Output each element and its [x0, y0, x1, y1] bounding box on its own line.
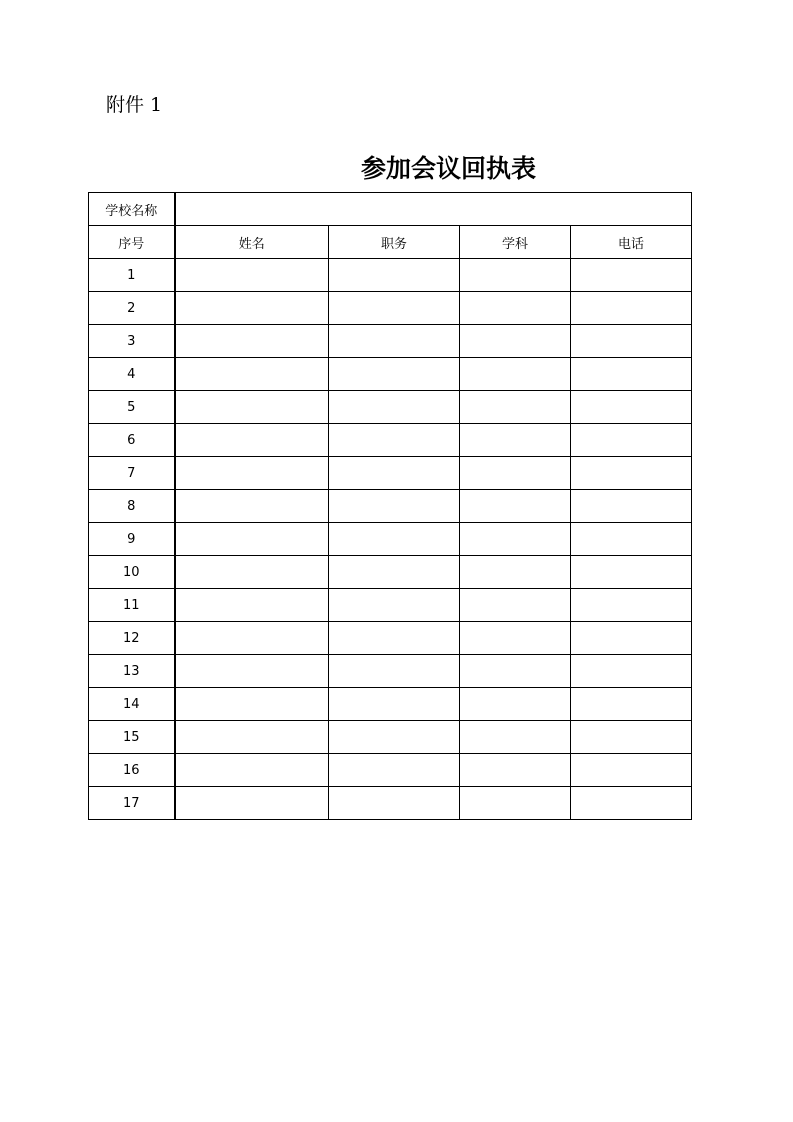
- name-cell[interactable]: [175, 556, 329, 589]
- phone-cell[interactable]: [571, 325, 692, 358]
- name-cell[interactable]: [175, 589, 329, 622]
- position-cell[interactable]: [329, 457, 460, 490]
- header-position: 职务: [329, 226, 460, 259]
- position-cell[interactable]: [329, 523, 460, 556]
- position-cell[interactable]: [329, 292, 460, 325]
- name-cell[interactable]: [175, 655, 329, 688]
- subject-cell[interactable]: [460, 292, 571, 325]
- table-row: [89, 787, 692, 820]
- row-index: 3: [89, 325, 175, 358]
- phone-cell[interactable]: [571, 259, 692, 292]
- row-index: 14: [89, 688, 175, 721]
- position-cell[interactable]: [329, 688, 460, 721]
- table-row: [89, 325, 692, 358]
- row-index: 2: [89, 292, 175, 325]
- position-cell[interactable]: [329, 490, 460, 523]
- row-index: 8: [89, 490, 175, 523]
- row-index: 9: [89, 523, 175, 556]
- table-row: [89, 490, 692, 523]
- name-cell[interactable]: [175, 292, 329, 325]
- phone-cell[interactable]: [571, 721, 692, 754]
- subject-cell[interactable]: [460, 490, 571, 523]
- position-cell[interactable]: [329, 787, 460, 820]
- row-index: 7: [89, 457, 175, 490]
- header-row: [89, 226, 692, 259]
- subject-cell[interactable]: [460, 457, 571, 490]
- phone-cell[interactable]: [571, 688, 692, 721]
- position-cell[interactable]: [329, 589, 460, 622]
- phone-cell[interactable]: [571, 358, 692, 391]
- subject-cell[interactable]: [460, 721, 571, 754]
- table-row: [89, 754, 692, 787]
- header-index: 序号: [89, 226, 175, 259]
- subject-cell[interactable]: [460, 655, 571, 688]
- table-row: [89, 457, 692, 490]
- subject-cell[interactable]: [460, 787, 571, 820]
- subject-cell[interactable]: [460, 358, 571, 391]
- header-phone: 电话: [571, 226, 692, 259]
- position-cell[interactable]: [329, 325, 460, 358]
- phone-cell[interactable]: [571, 292, 692, 325]
- attachment-label: 附件 1: [106, 94, 163, 116]
- subject-cell[interactable]: [460, 622, 571, 655]
- table-row: [89, 259, 692, 292]
- row-index: 5: [89, 391, 175, 424]
- name-cell[interactable]: [175, 754, 329, 787]
- form-title: 参加会议回执表: [360, 154, 536, 183]
- row-index: 10: [89, 556, 175, 589]
- subject-cell[interactable]: [460, 259, 571, 292]
- phone-cell[interactable]: [571, 457, 692, 490]
- table-row: [89, 721, 692, 754]
- position-cell[interactable]: [329, 358, 460, 391]
- name-cell[interactable]: [175, 787, 329, 820]
- table-row: [89, 589, 692, 622]
- row-index: 11: [89, 589, 175, 622]
- receipt-table: [88, 192, 692, 820]
- subject-cell[interactable]: [460, 754, 571, 787]
- row-index: 13: [89, 655, 175, 688]
- table-row: [89, 655, 692, 688]
- table-row: [89, 391, 692, 424]
- subject-cell[interactable]: [460, 523, 571, 556]
- row-index: 16: [89, 754, 175, 787]
- phone-cell[interactable]: [571, 424, 692, 457]
- name-cell[interactable]: [175, 358, 329, 391]
- subject-cell[interactable]: [460, 325, 571, 358]
- phone-cell[interactable]: [571, 787, 692, 820]
- position-cell[interactable]: [329, 754, 460, 787]
- table-row: [89, 556, 692, 589]
- position-cell[interactable]: [329, 721, 460, 754]
- name-cell[interactable]: [175, 490, 329, 523]
- table-row: [89, 688, 692, 721]
- name-cell[interactable]: [175, 259, 329, 292]
- row-index: 4: [89, 358, 175, 391]
- row-index: 12: [89, 622, 175, 655]
- header-subject: 学科: [460, 226, 571, 259]
- name-cell[interactable]: [175, 688, 329, 721]
- table-row: [89, 292, 692, 325]
- name-cell[interactable]: [175, 523, 329, 556]
- name-cell[interactable]: [175, 391, 329, 424]
- table-row: [89, 358, 692, 391]
- name-cell[interactable]: [175, 424, 329, 457]
- school-name-label: 学校名称: [89, 193, 175, 226]
- phone-cell[interactable]: [571, 391, 692, 424]
- position-cell[interactable]: [329, 391, 460, 424]
- header-name: 姓名: [175, 226, 329, 259]
- table-row: [89, 424, 692, 457]
- name-cell[interactable]: [175, 457, 329, 490]
- school-name-field[interactable]: [175, 193, 692, 226]
- phone-cell[interactable]: [571, 523, 692, 556]
- phone-cell[interactable]: [571, 622, 692, 655]
- subject-cell[interactable]: [460, 556, 571, 589]
- row-index: 1: [89, 259, 175, 292]
- subject-cell[interactable]: [460, 424, 571, 457]
- phone-cell[interactable]: [571, 589, 692, 622]
- position-cell[interactable]: [329, 424, 460, 457]
- table-row: [89, 622, 692, 655]
- school-row: [89, 193, 692, 226]
- row-index: 17: [89, 787, 175, 820]
- position-cell[interactable]: [329, 655, 460, 688]
- position-cell[interactable]: [329, 622, 460, 655]
- subject-cell[interactable]: [460, 688, 571, 721]
- row-index: 6: [89, 424, 175, 457]
- name-cell[interactable]: [175, 622, 329, 655]
- subject-cell[interactable]: [460, 391, 571, 424]
- table-row: [89, 523, 692, 556]
- phone-cell[interactable]: [571, 655, 692, 688]
- position-cell[interactable]: [329, 556, 460, 589]
- name-cell[interactable]: [175, 325, 329, 358]
- phone-cell[interactable]: [571, 490, 692, 523]
- phone-cell[interactable]: [571, 754, 692, 787]
- phone-cell[interactable]: [571, 556, 692, 589]
- row-index: 15: [89, 721, 175, 754]
- name-cell[interactable]: [175, 721, 329, 754]
- subject-cell[interactable]: [460, 589, 571, 622]
- position-cell[interactable]: [329, 259, 460, 292]
